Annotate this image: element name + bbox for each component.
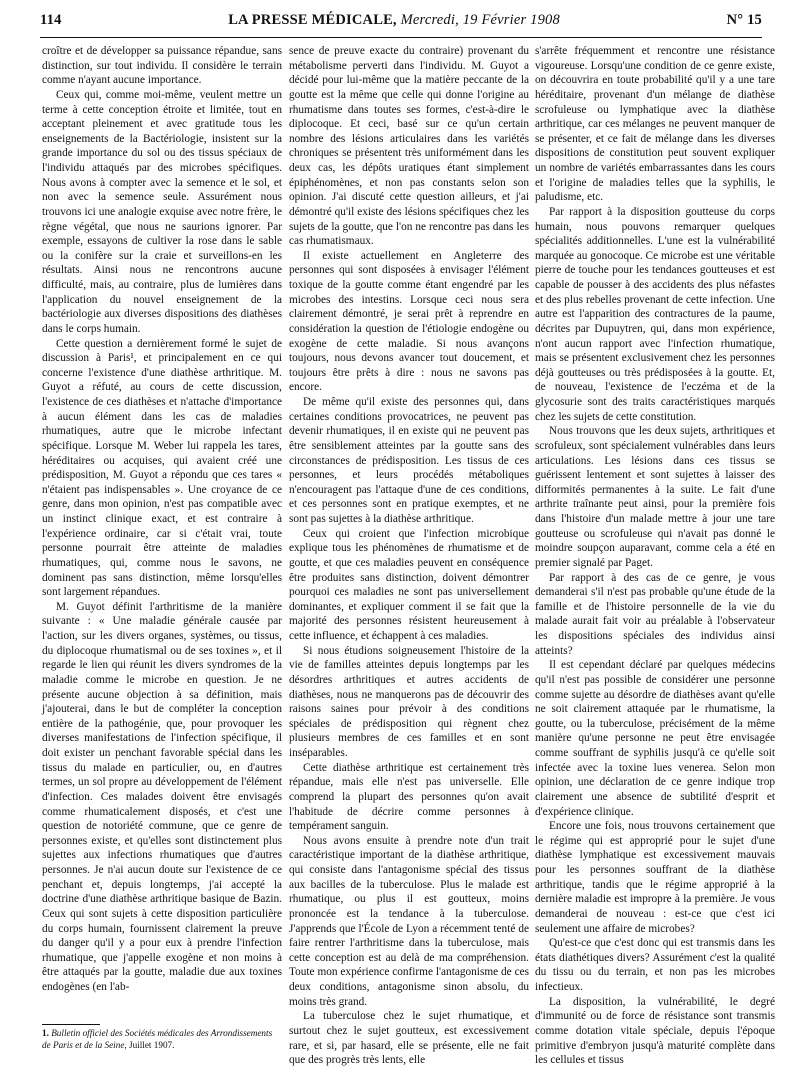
paragraph: La tuberculose chez le sujet rhumatique, et surtout chez le sujet goutteux, est excessivement rare, et si, par hasard, elle se présente, elle ne fait que des progrès très lents, elle [289, 1010, 529, 1067]
paragraph: Nous avons ensuite à prendre note d'un trait caractéristique important de la diathèse arthritique, qui consiste dans l'antagonisme spécial des tissus aux bacilles de la tuberculose. Plus le malade est rhumatique, ou plus il est goutteux, moins prononcée est la tendance à la tuberculose. J'apprends que l'École de Lyon a récemment tenté de faire rentrer l'arthritisme dans la tuberculose, mais cette conception est au delà de ma compréhension. Toute mon expérience confirme l'antagonisme de ces deux conditions, antagonisme sinon absolu, du moins très grand. [289, 834, 529, 1008]
paragraph: sence de preuve exacte du contraire) provenant du métabolisme perverti dans l'individu. M. Guyot a décidé pour lui-même que la matière peccante de la goutte est la même que celle qui donne l'origine au rhumatisme dans toutes ses formes, c'est-à-dire le diplocoque. Et ceci, basé sur ce qu'un certain nombre des lésions articulaires dans les variétés chroniques se présentent très uniformément dans les deux cas, les dépôts uratiques étant simplement épiphénomènes, et non pas constants selon son opinion. J'ai discuté cette question ailleurs, et j'ai démontré qu'il existe des lésions spécifiques chez les sujets de la goutte, que l'on ne rencontre pas dans les cas rhumatismaux. [289, 45, 529, 248]
paragraph: Ceux qui, comme moi-même, veulent mettre un terme à cette conception étroite et limitée, tout en acceptant pleinement et avec gratitude tous les enseignements de la Bactériologie, insistent sur la grande importance du sol ou des tissus spéciaux de l'individu attaqués par des microbes spécifiques. Nous avons à compter avec la semence et le sol, et non avec la semence seule. Assurément nous trouvons ici une analogie exquise avec notre frère, le règne végétal, que nous ne saurions ignorer. Par exemple, essayons de cultiver la rose dans le sable ou la conifère sur la craie et surveillons-en les résultats. Ainsi nous ne rencontrons aucune difficulté, mais, au contraire, plus de lumières dans l'application du nouvel enseignement de la bactériologie aux diverses dispositions des diathèses dans le corps humain. [42, 88, 282, 335]
issue-number: N° 15 [726, 12, 762, 28]
paragraph: croître et de développer sa puissance répandue, sans distinction, sur tout individu. Il considère le terrain comme n'ayant aucune importance. [42, 45, 282, 87]
journal-masthead [228, 12, 560, 29]
paragraph: Par rapport à la disposition goutteuse du corps humain, nous pouvons remarquer quelques spécialités additionnelles. L'une est la vulnérabilité marquée au gonocoque. Ce microbe est une véritable pierre de touche pour les tendances goutteuses et est capable de pousser à des accidents des plus néfastes et des plus rebelles provenant de cette infection. Une autre est l'apparition des contractures de la paume, décrites par Dupuytren, qui, dans mon expérience, n'ont aucun rapport avec l'infection rhumatique, mais se présentent exclusivement chez les personnes déjà goutteuses ou très prédisposées à la goutte. Et, de nouveau, l'existence de l'eczéma et de la glycosurie sont des traits caractéristiques marqués chez les sujets de cette constitution. [535, 205, 775, 423]
footnote [42, 1028, 282, 1051]
text-column-1 [42, 44, 282, 1044]
issue-date: Mercredi, 19 Février 1908 [400, 12, 560, 28]
header-rule [40, 37, 762, 38]
journal-title: LA PRESSE MÉDICALE, [228, 12, 397, 28]
running-header [40, 12, 762, 34]
text-column-2 [289, 44, 529, 1074]
paragraph: De même qu'il existe des personnes qui, dans certaines conditions provocatrices, ne peuvent pas devenir rhumatiques, il en existe qui ne peuvent pas être sensiblement atteintes par la goutte sans des circonstances de prédisposition. Les tissus de ces personnes, et leurs procédés métaboliques n'encouragent pas l'attaque d'une de ces conditions, et ces personnes sont en pratique exemptes, et ne sont pas sujettes à la diathèse arthritique. [289, 396, 529, 525]
paragraph: Cette question a dernièrement formé le sujet de discussion à Paris¹, et principalement en ce qui concerne l'existence d'une diathèse arthritique. M. Guyot a réfuté, au cours de cette discussion, l'existence de ces diathèses et n'attache d'importance à aucun élément dans les cas de maladies rhumatiques, autre que le microbe infectant spécifique. Lorsque M. Weber lui rappela les tares, héréditaires ou acquises, qui avaient créé une prédisposition, M. Guyot a répondu que ces tares « n'étaient pas indispensables ». Une croyance de ce genre, dans mon opinion, n'est pas compatible avec un instinct clinique exact, et est contraire à l'expérience ordinaire, car si c'était vrai, toute personne pourrait être atteinte de maladies rhumatiques, qui, comme nous le savons, ne dominent pas sans distinction, même lorsqu'elles sont largement répandues. [42, 337, 282, 599]
paragraph: Il existe actuellement en Angleterre des personnes qui sont disposées à envisager l'élément toxique de la goutte comme étant engendré par les microbes des intestins. Lorsque ceci nous sera clairement démontré, je serai prêt à reprendre en considération la question de l'étiologie endogène ou exogène de cette maladie. Si nous avançons toujours, nous devons avancer tout doucement, et toujours être prêts à dire : nous ne savons pas encore. [289, 249, 529, 394]
paragraph: M. Guyot définit l'arthritisme de la manière suivante : « Une maladie générale causée par l'action, sur les divers organes, systèmes, ou tissus, du diplocoque rhumatismal ou de ses toxines », et il regarde le lien qui réunit les divers syndromes de la maladie comme le microbe en question. Je ne présente aucune objection à sa définition, mais j'ajouterai, dans le but de compléter la conception entière de la pathogénie, que, pour provoquer les diverses manifestations de l'infection spécifique, il doit exister un penchant favorable spécial dans les tissus du malade en particulier, ou, en d'autres termes, un sol propre au développement de l'élément d'infection. Ces malades doivent être envisagés comme rhumaticalement disposés, et c'est une question de notoriété commune, que ce genre de personnes existe, et qu'elles sont distinctement plus sujettes aux infections rhumatiques que d'autres personnes. Je n'ai aucun doute sur l'existence de ce penchant et, depuis longtemps, j'ai accepté la doctrine d'une diathèse arthritique basique de Bazin. Ceux qui sont sujets à cette disposition particulière du corps humain, fournissent clairement la preuve du danger qu'il y a pour eux à prendre l'infection rhumatique, que j'appelle exogène et non moins à être attaqués par la goutte, maladie due aux toxines endogènes (en l'ab- [42, 600, 282, 993]
paragraph: Encore une fois, nous trouvons certainement que le régime qui est approprié pour le sujet d'une diathèse lymphatique est excessivement mauvais pour les personnes souffrant de la diathèse arthritique, tandis que le régime approprié à la dernière maladie est impropre à la première. Je vous demanderai de nouveau : est-ce que c'est ici seulement une affaire de microbes? [535, 820, 775, 935]
footnote-rule [42, 1024, 100, 1025]
paragraph: s'arrête fréquemment et rencontre une résistance vigoureuse. Lorsqu'une condition de ce genre existe, on découvrira en toute probabilité qu'il y a une tare héréditaire, provenant d'un mélange de diathèse scrofuleuse ou lymphatique avec la diathèse arthritique, car ces mélanges ne peuvent manquer de se présenter, et ce fait de mélange dans les diverses dispositions de constitution peut souvent expliquer un nombre de variétés embarrassantes dans les cours et l'origine de maladies telles que la syphilis, le paludisme, etc. [535, 45, 775, 204]
paragraph: Par rapport à des cas de ce genre, je vous demanderai s'il n'est pas probable qu'une étude de la famille et de l'histoire personnelle de la vie du malade aurait fait voir au préalable à l'observateur les dispositions spéciales des individus ainsi atteints? [535, 571, 775, 657]
footnote-text: Bulletin officiel des Sociétés médicales des Arrondissements de Paris et de la Seine, [42, 1028, 273, 1050]
paragraph: Il est cependant déclaré par quelques médecins qu'il n'est pas possible de considérer une personne comme sujette au désordre de diathèses avant qu'elle ne soit clairement attaquée par le rhumatisme, la goutte, ou la tuberculose, précisément de la même manière qu'une personne ne peut être envisagée comme souffrant de syphilis jusqu'à ce qu'elle soit infectée avec la toxine lues venerea. Selon mon opinion, une déclaration de ce genre indique trop clairement une absence de subtilité d'esprit et d'expérience clinique. [535, 659, 775, 818]
footnote-number: 1. [42, 1028, 49, 1038]
paragraph: Cette diathèse arthritique est certainement très répandue, mais elle n'est pas universelle. Elle comprend la plupart des personnes qu'on avait l'habitude de décrire comme personnes à tempérament sanguin. [289, 761, 529, 833]
paragraph: La disposition, la vulnérabilité, le degré d'immunité ou de force de résistance sont transmis comme dotation vitale spéciale, depuis l'époque primitive d'embryon jusqu'à maturité complète dans les cellules et tissus [535, 995, 775, 1067]
page-number: 114 [40, 12, 62, 28]
text-column-3 [535, 44, 775, 1074]
paragraph: Si nous étudions soigneusement l'histoire de la vie de familles atteintes depuis longtemps par les désordres arthritiques et autres accidents de diathèses, nous ne manquerons pas de découvrir des raisons saines pour prévoir à des conditions spéciales de prédisposition qui règnent chez plusieurs membres de ces familles et en sont inséparables. [289, 644, 529, 759]
paragraph: Nous trouvons que les deux sujets, arthritiques et scrofuleux, sont spécialement vulnérables dans leurs articulations. Les lésions dans ces tissus se guérissent lentement et sont sujettes à laisser des difformités permanentes à la suite. Le fait d'une arthrite traînante peut ainsi, pour la première fois dans l'histoire d'un malade mettre à jour une tare goutteuse ou scrofuleuse qui n'avait pas donné le moindre soupçon auparavant, comme cela a été en premier signalé par Paget. [535, 425, 775, 569]
footnote-date: Juillet 1907. [129, 1039, 175, 1050]
paragraph: Ceux qui croient que l'infection microbique explique tous les phénomènes de rhumatisme et de goutte, et que ces maladies peuvent en conséquence être produites sans distinction, doivent démontrer pourquoi ces maladies ne sont pas universellement dominantes, et expliquer comment il se fait que la majorité des personnes résistent heureusement à cette influence, et échappent à ces maladies. [289, 527, 529, 642]
paragraph: Qu'est-ce que c'est donc qui est transmis dans les états diathétiques divers? Assurément c'est la qualité du tissu ou du terrain, et non pas les microbes infectieux. [535, 937, 775, 993]
